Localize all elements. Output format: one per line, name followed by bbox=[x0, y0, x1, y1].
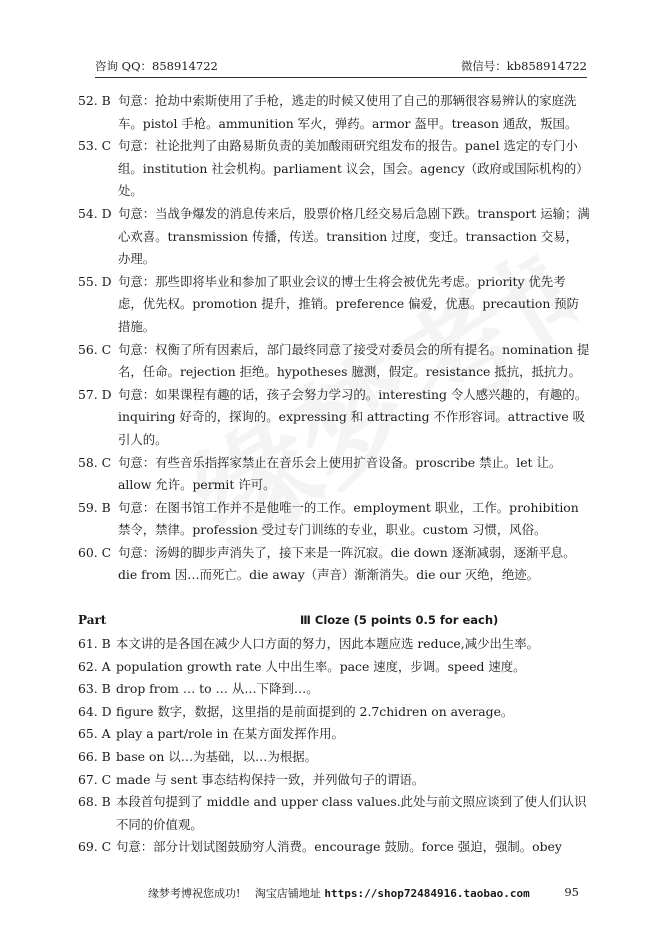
footer-text bbox=[148, 885, 530, 901]
page-footer bbox=[148, 885, 579, 901]
section-title: Ⅲ Cloze (5 points 0.5 for each) bbox=[300, 613, 499, 628]
answer-explanation: play a part/role in 在某方面发挥作用。 bbox=[116, 726, 344, 742]
section-part-label: Part bbox=[78, 613, 107, 628]
answer-number: 52. B bbox=[78, 93, 111, 108]
answer-number: 61. B bbox=[78, 636, 111, 652]
answer-item bbox=[78, 339, 590, 384]
answer-item bbox=[78, 271, 590, 339]
answer-number: 55. D bbox=[78, 273, 112, 289]
answer-explanation: 句意：那些即将毕业和参加了职业会议的博士生将会被优先考虑。priority 优先考虑，优先权。promotion 提升，推销。preference 偏爱，优惠。precaution 预防措施。 bbox=[118, 273, 580, 334]
answer-item bbox=[78, 836, 590, 859]
answer-explanation: 句意：在图书馆工作并不是他唯一的工作。employment 职业，工作。prohibition 禁令，禁律。profession 受过专门训练的专业，职业。custom 习惯，风俗。 bbox=[118, 499, 579, 538]
answer-explanation: 句意：有些音乐指挥家禁止在音乐会上使用扩音设备。proscribe 禁止。let 让。allow 允许。permit 许可。 bbox=[118, 454, 562, 493]
answer-number: 66. B bbox=[78, 749, 111, 765]
answer-number: 53. C bbox=[78, 138, 112, 154]
answer-item bbox=[78, 656, 590, 679]
page-header bbox=[95, 59, 587, 78]
page-content bbox=[78, 90, 590, 859]
answer-item bbox=[78, 633, 590, 656]
answer-explanation: 句意：当战争爆发的消息传来后，股票价格几经交易后急剧下跌。transport 运输；满心欢喜。transmission 传播，传送。transition 过度，变迁。transaction 交易，办理。 bbox=[118, 205, 590, 267]
answer-item bbox=[78, 90, 590, 135]
answer-item bbox=[78, 452, 590, 497]
answer-explanation: base on 以…为基础，以…为根据。 bbox=[116, 749, 318, 765]
answer-explanation: figure 数字，数据，这里指的是前面提到的 2.7chidren on average。 bbox=[116, 703, 514, 719]
answer-item bbox=[78, 746, 590, 769]
answer-number: 59. B bbox=[78, 499, 111, 515]
answer-explanation: 本段首句提到了 middle and upper class values.此处与前文照应谈到了使人们认识不同的价值观。 bbox=[116, 794, 587, 832]
answer-explanation: 句意：部分计划试图鼓励穷人消费。encourage 鼓励。force 强迫，强制。obey bbox=[116, 839, 562, 855]
answer-explanation: 句意：社论批判了由路易斯负责的美加酸雨研究组发布的报告。panel 选定的专门小组。institution 社会机构。parliament 议会，国会。agency（政府或国际机构的）处。 bbox=[118, 138, 589, 199]
answer-explanation: 本文讲的是各国在减少人口方面的努力，因此本题应选 reduce,减少出生率。 bbox=[116, 636, 540, 652]
section-heading bbox=[78, 613, 590, 633]
answer-item bbox=[78, 203, 590, 271]
answer-item bbox=[78, 384, 590, 452]
answer-item bbox=[78, 678, 590, 701]
header-wechat: 微信号：kb858914722 bbox=[460, 59, 587, 73]
answer-number: 58. C bbox=[78, 454, 112, 470]
answer-item bbox=[78, 769, 590, 792]
answer-item bbox=[78, 497, 590, 542]
answer-item bbox=[78, 135, 590, 203]
answer-number: 69. C bbox=[78, 839, 112, 855]
answer-explanation: 句意：抢劫中索斯使用了手枪，逃走的时候又使用了自己的那辆很容易辨认的家庭洗车。pistol 手枪。ammunition 军火，弹药。armor 盔甲。treason 通敌，叛国。 bbox=[118, 93, 578, 131]
answer-explanation: drop from … to … 从…下降到…。 bbox=[116, 681, 319, 697]
answer-item bbox=[78, 542, 590, 587]
answer-number: 63. B bbox=[78, 681, 111, 697]
answer-explanation: 句意：权衡了所有因素后，部门最终同意了接受对委员会的所有提名。nomination 提名，任命。rejection 拒绝。hypotheses 臆测，假定。resistance 抵抗，抵抗力。 bbox=[118, 341, 590, 380]
answer-list-vocabulary bbox=[78, 90, 590, 587]
header-qq: 咨询 QQ：858914722 bbox=[95, 59, 218, 73]
answer-number: 64. D bbox=[78, 703, 112, 719]
answer-number: 65. A bbox=[78, 726, 111, 742]
answer-number: 57. D bbox=[78, 386, 112, 402]
answer-item bbox=[78, 791, 590, 836]
answer-number: 67. C bbox=[78, 771, 112, 787]
answer-explanation: population growth rate 人中出生率。pace 速度，步调。speed 速度。 bbox=[116, 658, 526, 674]
answer-explanation: made 与 sent 事态结构保持一致，并列做句子的谓语。 bbox=[116, 771, 425, 787]
answer-number: 60. C bbox=[78, 544, 112, 560]
answer-number: 54. D bbox=[78, 205, 112, 221]
answer-item bbox=[78, 701, 590, 724]
answer-list-cloze bbox=[78, 633, 590, 859]
answer-explanation: 句意：如果课程有趣的话，孩子会努力学习的。interesting 令人感兴趣的，有趣的。inquiring 好奇的，探询的。expressing 和 attracting 不作形容词。attractive 吸引人的。 bbox=[118, 386, 588, 447]
answer-item bbox=[78, 723, 590, 746]
answer-explanation: 句意：汤姆的脚步声消失了，接下来是一阵沉寂。die down 逐渐减弱，逐渐平息。die from 因…而死亡。die away（声音）渐渐消失。die our 灭绝，绝迹。 bbox=[118, 544, 576, 583]
answer-number: 68. B bbox=[78, 794, 111, 810]
page-number: 95 bbox=[564, 885, 579, 899]
answer-number: 62. A bbox=[78, 658, 111, 674]
answer-number: 56. C bbox=[78, 341, 112, 357]
footer-shop-url: https://shop72484916.taobao.com bbox=[324, 887, 530, 900]
footer-slogan: 缘梦考博祝您成功! 淘宝店铺地址 bbox=[148, 887, 325, 900]
